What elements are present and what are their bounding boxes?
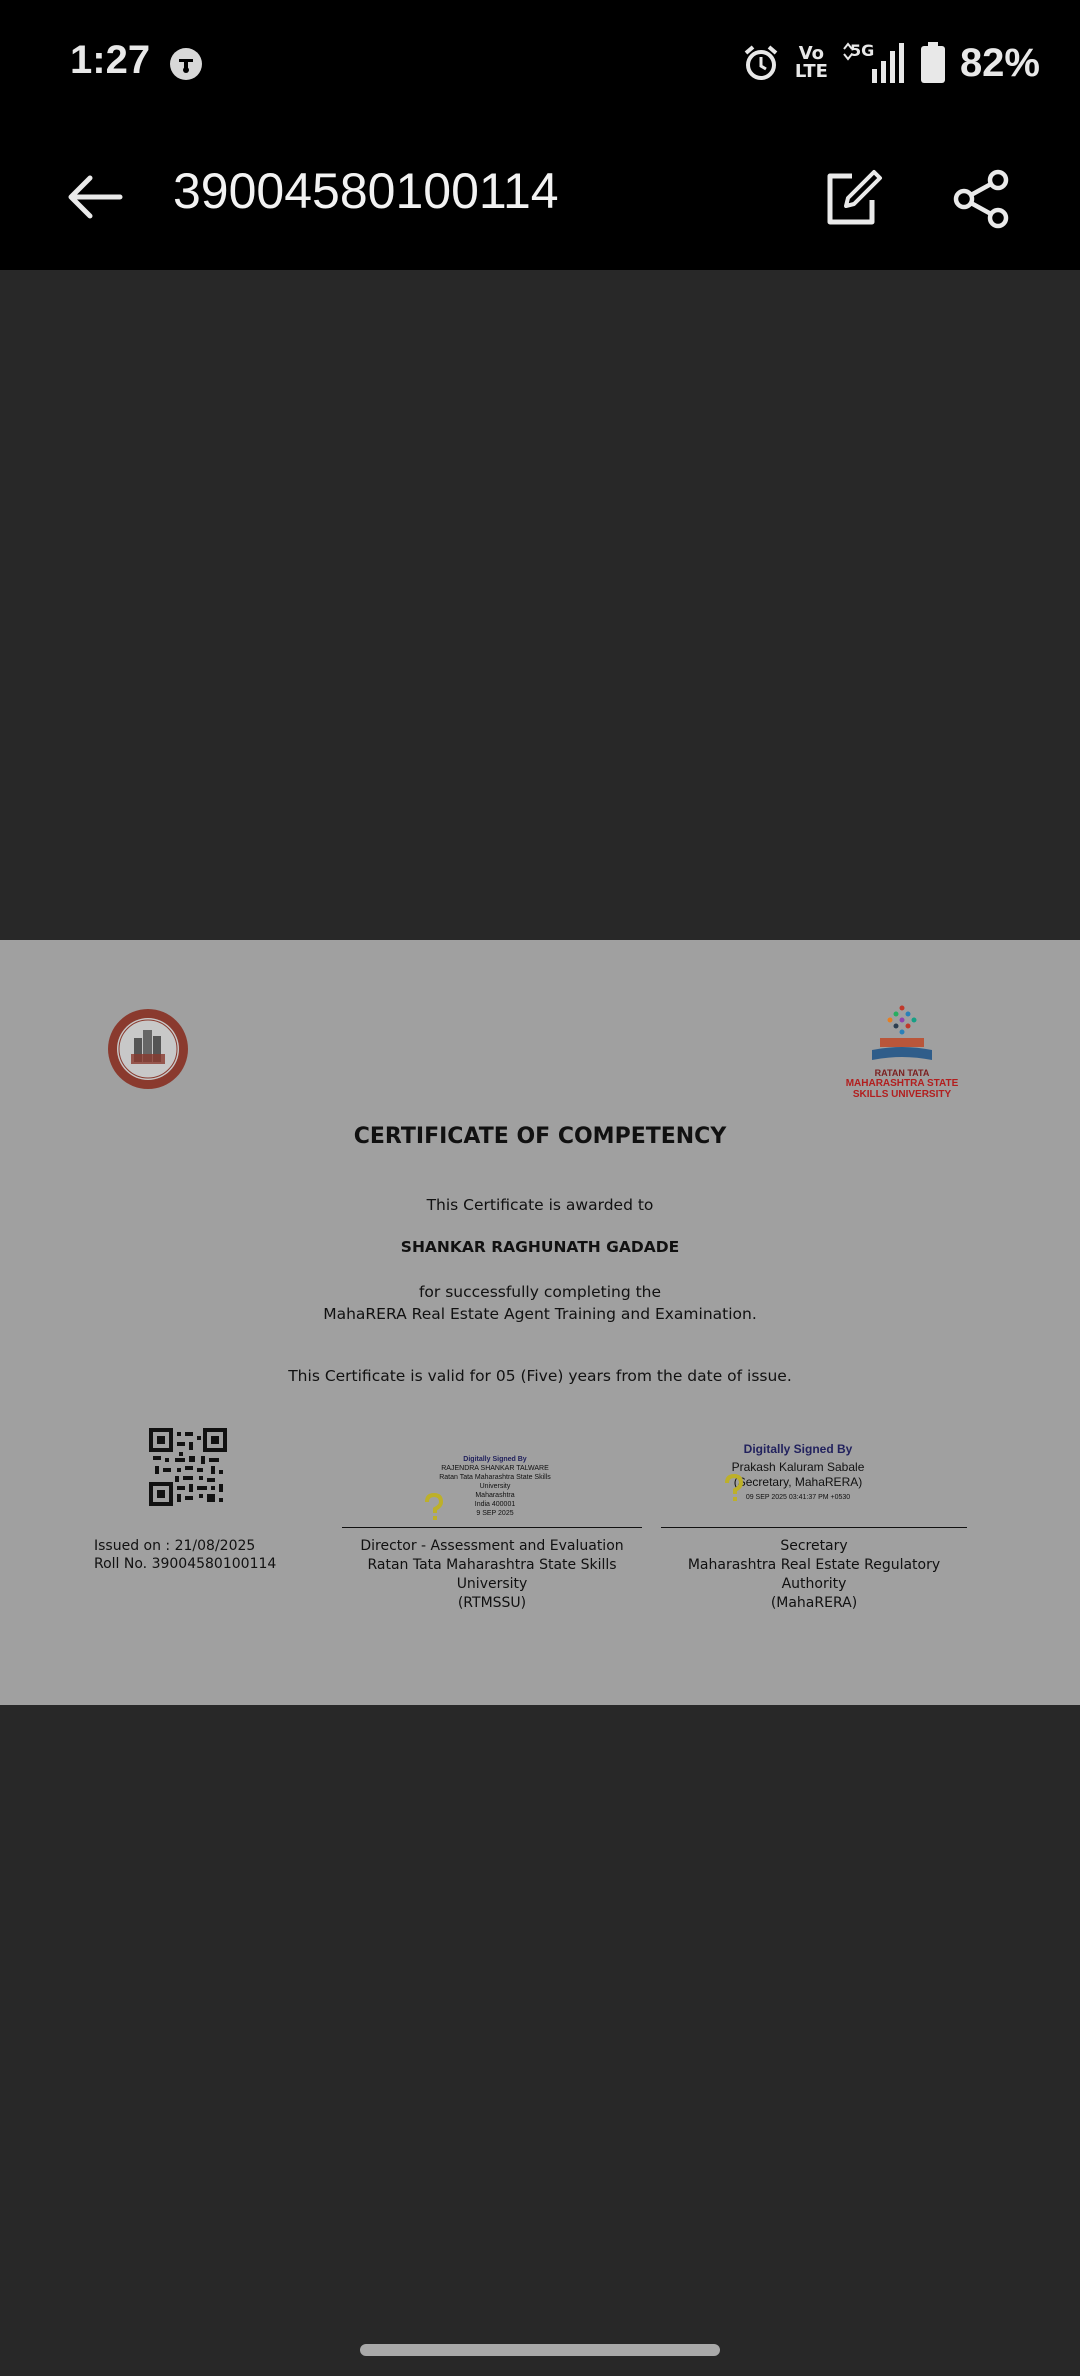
certificate-title: CERTIFICATE OF COMPETENCY bbox=[353, 1124, 727, 1149]
director-caption: Director - Assessment and Evaluation Ratan Tata Maharashtra State Skills University (RTMSSU) bbox=[360, 1538, 624, 1611]
recipient-name: SHANKAR RAGHUNATH GADADE bbox=[400, 1238, 680, 1256]
maharera-seal-logo bbox=[107, 1008, 189, 1090]
rtmssu-logo: RATAN TATA MAHARASHTRA STATE SKILLS UNIVERSITY bbox=[842, 1004, 962, 1094]
back-arrow-icon[interactable] bbox=[60, 162, 130, 232]
certificate-page[interactable] bbox=[0, 940, 1080, 1705]
battery-percentage: 82% bbox=[959, 40, 1040, 85]
signature-line-director bbox=[342, 1527, 642, 1528]
rtmssu-emblem-icon bbox=[842, 1004, 962, 1066]
roll-number: Roll No. 39004580100114 bbox=[94, 1556, 277, 1572]
gesture-navigation-handle[interactable] bbox=[360, 2344, 720, 2356]
qr-code bbox=[149, 1428, 227, 1506]
issued-on: Issued on : 21/08/2025 bbox=[94, 1538, 256, 1554]
completion-line-2: MahaRERA Real Estate Agent Training and Examination. bbox=[323, 1305, 757, 1323]
alarm-icon bbox=[741, 43, 781, 83]
share-icon[interactable] bbox=[950, 168, 1012, 230]
app-bar bbox=[0, 120, 1080, 270]
status-icons bbox=[741, 38, 1040, 88]
signature-unverified-icon bbox=[723, 1474, 745, 1504]
digital-signature-director: Digitally Signed By RAJENDRA SHANKAR TALWARE Ratan Tata Maharashtra State Skills University Maharashtra India 400001 9 SEP 2025 bbox=[439, 1456, 551, 1517]
secretary-caption: Secretary Maharashtra Real Estate Regulatory Authority (MahaRERA) bbox=[687, 1538, 941, 1611]
completion-line-1: for successfully completing the bbox=[418, 1283, 662, 1301]
edit-icon[interactable] bbox=[822, 168, 884, 230]
validity-statement: This Certificate is valid for 05 (Five) years from the date of issue. bbox=[288, 1367, 792, 1385]
volte-indicator: Vo LTE bbox=[794, 43, 828, 82]
signature-line-secretary bbox=[661, 1527, 967, 1528]
signature-unverified-icon bbox=[423, 1493, 445, 1523]
document-title: 39004580100114 bbox=[173, 163, 559, 219]
digital-signature-secretary: Digitally Signed By Prakash Kaluram Sabale (Secretary, MahaRERA) 09 SEP 2025 03:41:37 PM +0530 bbox=[731, 1442, 865, 1501]
status-bar bbox=[0, 0, 1080, 120]
notification-app-icon bbox=[168, 46, 204, 82]
signal-icon: 5G bbox=[842, 41, 906, 85]
status-time: 1:27 bbox=[70, 38, 151, 82]
battery-icon bbox=[920, 42, 946, 84]
awarded-line: This Certificate is awarded to bbox=[426, 1196, 654, 1214]
